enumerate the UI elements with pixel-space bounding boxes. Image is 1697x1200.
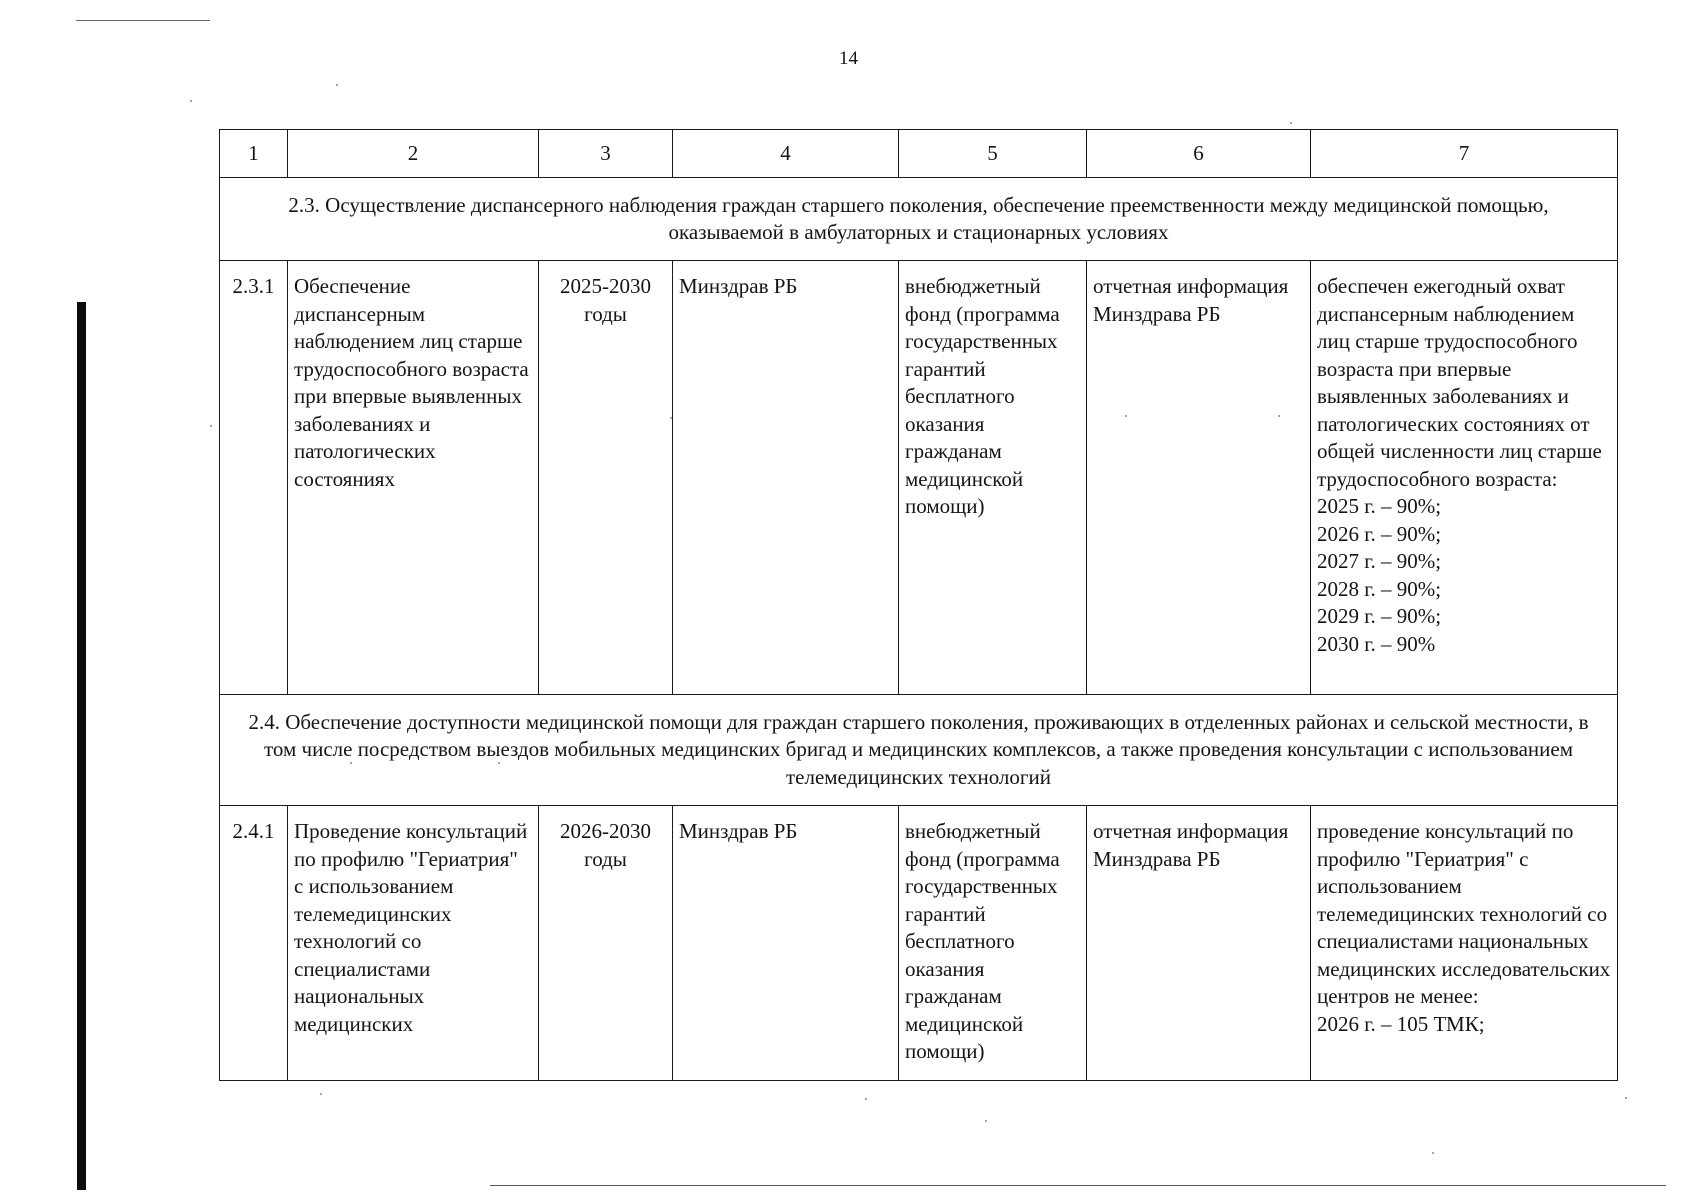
column-number-row (220, 130, 1618, 178)
result-target-item: 2026 г. – 105 ТМК; (1317, 1011, 1485, 1036)
scan-speck (865, 1098, 867, 1100)
table-row (220, 261, 1618, 695)
row-result (1311, 806, 1618, 1081)
row-executor: Минздрав РБ (673, 261, 899, 695)
row-report: отчетная информация Минздрава РБ (1087, 261, 1311, 695)
section-title: 2.4. Обеспечение доступности медицинской помощи для граждан старшего поколения, проживающих в отделенных районах и сельской местности, в том числе посредством выездов мобильных медицинских бригад и медицинских комплексов, а также проведения консультации с использованием телемедицинских технологий (220, 695, 1618, 806)
column-header-7: 7 (1311, 130, 1618, 178)
result-target-item: 2026 г. – 90%; (1317, 521, 1442, 546)
top-rule-line (76, 20, 210, 21)
table-row (220, 806, 1618, 1081)
scan-speck (985, 1120, 987, 1122)
scan-speck (1432, 1152, 1434, 1154)
row-result-text: обеспечен ежегодный охват диспансерным наблюдением лиц старше трудоспособного возраста при впервые выявленных заболеваниях и патологических состояниях от общей численности лиц старше трудоспособного возраста: (1317, 274, 1602, 491)
bottom-rule-line (490, 1185, 1666, 1186)
row-funding: внебюджетный фонд (программа государственных гарантий бесплатного оказания гражданам медицинской помощи) (899, 806, 1087, 1081)
scan-speck (1625, 1097, 1627, 1099)
scan-speck (210, 425, 212, 427)
row-executor: Минздрав РБ (673, 806, 899, 1081)
section-title: 2.3. Осуществление диспансерного наблюдения граждан старшего поколения, обеспечение преемственности между медицинской помощью, оказываемой в амбулаторных и стационарных условиях (220, 178, 1618, 261)
row-report: отчетная информация Минздрава РБ (1087, 806, 1311, 1081)
column-header-6: 6 (1087, 130, 1311, 178)
column-header-1: 1 (220, 130, 288, 178)
row-number: 2.3.1 (220, 261, 288, 695)
column-header-5: 5 (899, 130, 1087, 178)
scan-speck (190, 100, 192, 102)
row-result (1311, 261, 1618, 695)
row-funding: внебюджетный фонд (программа государственных гарантий бесплатного оказания гражданам медицинской помощи) (899, 261, 1087, 695)
section-heading-row (220, 695, 1618, 806)
result-target-item: 2029 г. – 90%; (1317, 604, 1442, 628)
scan-speck (1290, 122, 1292, 124)
scan-left-margin-bar (77, 302, 86, 1190)
row-number: 2.4.1 (220, 806, 288, 1081)
result-target-item: 2027 г. – 90%; (1317, 549, 1442, 573)
action-plan-table (219, 129, 1618, 1081)
result-target-item: 2025 г. – 90%; (1317, 494, 1442, 518)
row-result-text: проведение консультаций по профилю "Гериатрия" с использованием телемедицинских технологий со специалистами национальных медицинских исследовательских центров не менее: (1317, 819, 1611, 1008)
result-target-item: 2028 г. – 90%; (1317, 576, 1442, 601)
row-measure: Обеспечение диспансерным наблюдением лиц старше трудоспособного возраста при впервые выявленных заболеваниях и патологических состояниях (288, 261, 539, 695)
section-heading-row (220, 178, 1618, 261)
column-header-2: 2 (288, 130, 539, 178)
page-number: 14 (839, 48, 858, 69)
scan-speck (320, 1093, 322, 1095)
row-measure: Проведение консультаций по профилю "Гериатрия" с использованием телемедицинских технологий со специалистами национальных медицинских (288, 806, 539, 1081)
column-header-3: 3 (539, 130, 673, 178)
row-period: 2026-2030 годы (539, 806, 673, 1081)
column-header-4: 4 (673, 130, 899, 178)
result-target-item: 2030 г. – 90% (1317, 631, 1436, 656)
row-period: 2025-2030 годы (539, 261, 673, 695)
scan-speck (336, 84, 338, 86)
